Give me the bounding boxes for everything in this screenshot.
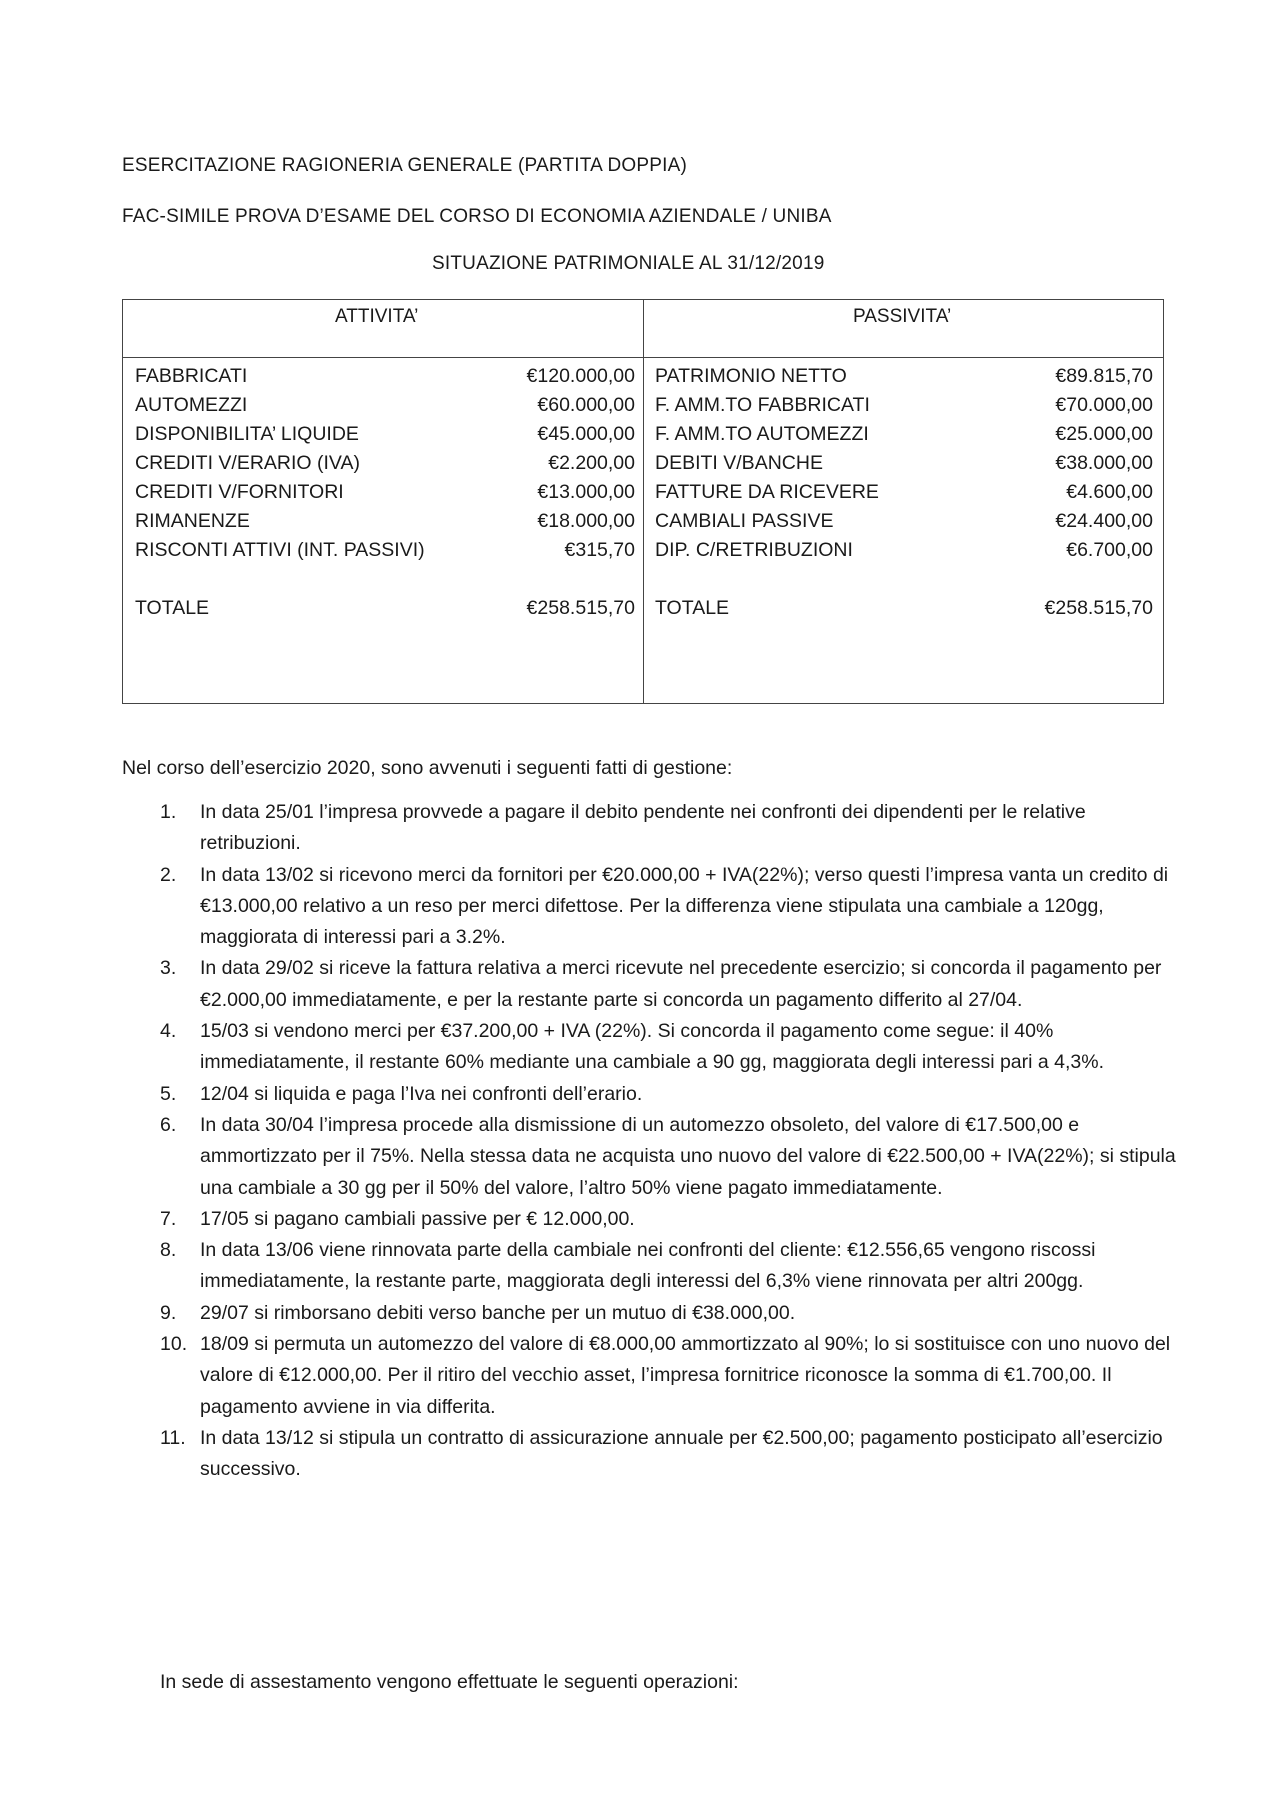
passivita-row	[655, 394, 1153, 423]
item-text: 18/09 si permuta un automezzo del valore di €8.000,00 ammortizzato al 90%; lo si sostituisce con uno nuovo del valore di €12.000,00. Per il ritiro del vecchio asset, l’impresa fornitrice riconosce la somma di €1.700,00. Il pagamento avviene in via differita.	[200, 1333, 1171, 1418]
row-label: DIP. C/RETRIBUZIONI	[655, 539, 853, 561]
row-label: PATRIMONIO NETTO	[655, 365, 847, 387]
total-label: TOTALE	[135, 597, 210, 619]
attivita-row	[135, 539, 635, 568]
attivita-row	[135, 452, 635, 481]
attivita-row	[135, 394, 635, 423]
row-label: CREDITI V/FORNITORI	[135, 481, 344, 503]
item-number: 1.	[160, 801, 177, 823]
passivita-total-row	[655, 597, 1153, 626]
list-item	[122, 860, 1182, 954]
row-amount: €315,70	[564, 539, 635, 561]
passivita-column	[655, 365, 1153, 626]
total-amount: €258.515,70	[1044, 597, 1153, 619]
attivita-total-row	[135, 597, 635, 626]
balance-sheet-title: SITUAZIONE PATRIMONIALE AL 31/12/2019	[432, 253, 825, 274]
item-number: 2.	[160, 863, 177, 886]
row-label: FATTURE DA RICEVERE	[655, 481, 879, 503]
attivita-row	[135, 365, 635, 394]
row-amount: €24.400,00	[1055, 510, 1153, 532]
item-number: 5.	[160, 1082, 177, 1105]
attivita-header: ATTIVITA’	[335, 306, 419, 327]
item-text: 29/07 si rimborsano debiti verso banche per un mutuo di €38.000,00.	[200, 1301, 796, 1324]
list-item	[122, 1110, 1182, 1204]
row-label: F. AMM.TO AUTOMEZZI	[655, 423, 869, 445]
item-text: In data 30/04 l’impresa procede alla dismissione di un automezzo obsoleto, del valore di €17.500,00 e ammortizzato per il 75%. Nella stessa data ne acquista uno nuovo del valore di €22.500,00 + IVA(22%); si stipula una cambiale a 30 gg per il 50% del valore, l’altro 50% viene pagato immediatamente.	[200, 1113, 1176, 1199]
row-amount: €70.000,00	[1055, 394, 1153, 416]
row-label: AUTOMEZZI	[135, 394, 248, 416]
item-number: 9.	[160, 1301, 177, 1324]
item-text: 12/04 si liquida e paga l’Iva nei confronti dell’erario.	[200, 1082, 643, 1105]
row-amount: €89.815,70	[1055, 365, 1153, 387]
passivita-row	[655, 539, 1153, 568]
facts-list	[122, 797, 1182, 1486]
item-text: In data 13/06 viene rinnovata parte della cambiale nei confronti del cliente: €12.556,65 vengono riscossi immediatamente, la restante parte, maggiorata degli interessi del 6,3% viene rinnovata per altri 200gg.	[200, 1239, 1096, 1293]
item-text: In data 13/12 si stipula un contratto di assicurazione annuale per €2.500,00; pagamento posticipato all’esercizio successivo.	[200, 1426, 1163, 1481]
list-item	[122, 1204, 1182, 1235]
row-amount: €38.000,00	[1055, 452, 1153, 474]
document-title: ESERCITAZIONE RAGIONERIA GENERALE (PARTITA DOPPIA)	[122, 155, 687, 176]
list-item	[122, 953, 1182, 1016]
list-item	[122, 1235, 1182, 1298]
item-number: 7.	[160, 1207, 177, 1230]
row-label: CREDITI V/ERARIO (IVA)	[135, 452, 360, 474]
list-item	[122, 1329, 1182, 1423]
passivita-row	[655, 510, 1153, 539]
row-label: CAMBIALI PASSIVE	[655, 510, 834, 532]
document-subtitle: FAC-SIMILE PROVA D’ESAME DEL CORSO DI ECONOMIA AZIENDALE / UNIBA	[122, 206, 832, 227]
item-text: In data 29/02 si riceve la fattura relativa a merci ricevute nel precedente esercizio; si concorda il pagamento per €2.000,00 immediatamente, e per la restante parte si concorda un pagamento differito al 27/04.	[200, 957, 1162, 1011]
row-label: FABBRICATI	[135, 365, 248, 387]
row-label: DEBITI V/BANCHE	[655, 452, 823, 474]
row-amount: €18.000,00	[537, 510, 635, 532]
item-number: 11.	[160, 1426, 186, 1449]
attivita-row	[135, 423, 635, 452]
passivita-row	[655, 452, 1153, 481]
row-amount: €2.200,00	[548, 452, 635, 474]
row-amount: €45.000,00	[537, 423, 635, 445]
row-label: RISCONTI ATTIVI (INT. PASSIVI)	[135, 539, 425, 561]
spacer-row	[655, 568, 1153, 597]
list-item	[122, 797, 1182, 860]
row-amount: €60.000,00	[537, 394, 635, 416]
list-item	[122, 1423, 1182, 1486]
list-item	[122, 1079, 1182, 1110]
adjustments-intro: In sede di assestamento vengono effettuate le seguenti operazioni:	[160, 1671, 739, 1693]
item-text: In data 13/02 si ricevono merci da fornitori per €20.000,00 + IVA(22%); verso questi l’impresa vanta un credito di €13.000,00 relativo a un reso per merci difettose. Per la differenza viene stipulata una cambiale a 120gg, maggiorata di interessi pari a 3.2%.	[200, 863, 1169, 949]
total-amount: €258.515,70	[526, 597, 635, 619]
list-item	[122, 1016, 1182, 1079]
attivita-row	[135, 481, 635, 510]
item-number: 4.	[160, 1020, 177, 1043]
item-number: 8.	[160, 1239, 177, 1262]
item-text: In data 25/01 l’impresa provvede a pagare il debito pendente nei confronti dei dipendenti per le relative retribuzioni.	[200, 801, 1086, 855]
item-text: 15/03 si vendono merci per €37.200,00 + IVA (22%). Si concorda il pagamento come segue: il 40% immediatamente, il restante 60% mediante una cambiale a 90 gg, maggiorata degli interessi pari a 4,3%.	[200, 1020, 1105, 1074]
column-divider	[643, 300, 644, 703]
row-label: DISPONIBILITA’ LIQUIDE	[135, 423, 359, 445]
header-divider	[123, 357, 1163, 358]
balance-sheet-table	[122, 299, 1164, 704]
row-amount: €13.000,00	[537, 481, 635, 503]
row-amount: €6.700,00	[1066, 539, 1153, 561]
row-amount: €25.000,00	[1055, 423, 1153, 445]
passivita-header: PASSIVITA’	[853, 306, 952, 327]
item-number: 3.	[160, 957, 177, 980]
row-amount: €4.600,00	[1066, 481, 1153, 503]
attivita-row	[135, 510, 635, 539]
facts-intro: Nel corso dell’esercizio 2020, sono avvenuti i seguenti fatti di gestione:	[122, 757, 733, 779]
item-text: 17/05 si pagano cambiali passive per € 12.000,00.	[200, 1207, 635, 1230]
row-label: RIMANENZE	[135, 510, 250, 532]
row-label: F. AMM.TO FABBRICATI	[655, 394, 870, 416]
list-item	[122, 1298, 1182, 1329]
row-amount: €120.000,00	[526, 365, 635, 387]
attivita-column	[135, 365, 635, 626]
item-number: 6.	[160, 1113, 177, 1136]
passivita-row	[655, 481, 1153, 510]
item-number: 10.	[160, 1333, 188, 1356]
spacer-row	[135, 568, 635, 597]
passivita-row	[655, 365, 1153, 394]
passivita-row	[655, 423, 1153, 452]
total-label: TOTALE	[655, 597, 730, 619]
